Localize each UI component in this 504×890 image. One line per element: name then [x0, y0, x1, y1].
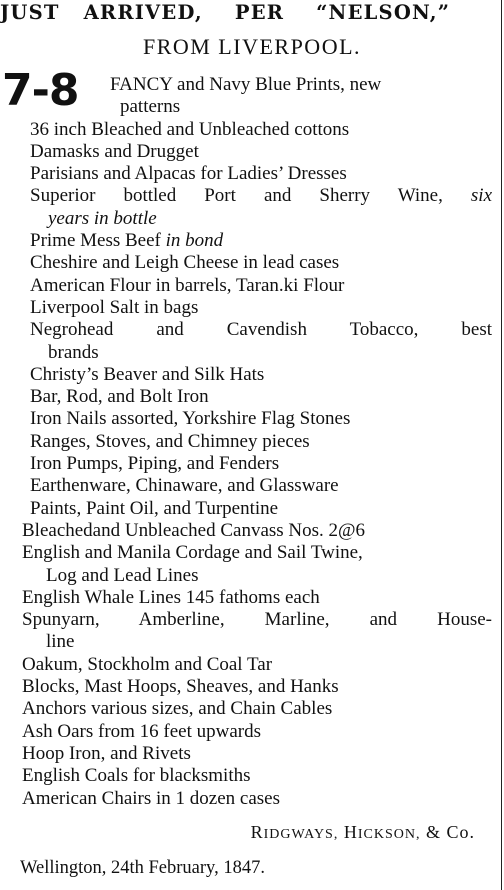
lot-number: 7-8: [2, 65, 79, 116]
list-item: [0, 119, 498, 141]
item-line: [30, 230, 498, 252]
item-continuation: line: [46, 631, 75, 653]
list-item: [0, 74, 498, 119]
item-line: [110, 74, 498, 96]
list-item: [0, 141, 498, 163]
item-line: [22, 654, 498, 676]
item-italic-text: six: [470, 185, 492, 207]
item-line: [30, 386, 498, 408]
item-text: American Flour in barrels, Taran.ki Flour: [30, 274, 345, 296]
item-line: [22, 721, 498, 743]
item-text: Cheshire and Leigh Cheese in lead cases: [30, 252, 340, 274]
item-text: Bar, Rod, and Bolt Iron: [30, 386, 209, 408]
list-item: [0, 765, 498, 787]
item-text: Oakum, Stockholm and Coal Tar: [22, 653, 273, 675]
item-text: Prime Mess Beef: [30, 230, 161, 252]
item-line: [30, 431, 498, 453]
item-text: Iron Nails assorted, Yorkshire Flag Stones: [30, 408, 351, 430]
list-item: [0, 609, 498, 654]
headline: [0, 0, 500, 26]
item-line: [22, 698, 498, 720]
sig-tail: & Co.: [425, 822, 475, 842]
list-item: [0, 498, 498, 520]
item-line: [22, 609, 498, 631]
item-line: [30, 297, 498, 319]
item-text: Spunyarn, Amberline, Marline, and House-: [22, 609, 492, 631]
headline-word: ARRIVED,: [83, 1, 203, 24]
item-text: English and Manila Cordage and Sail Twine,: [22, 542, 363, 564]
item-line: [22, 587, 498, 609]
list-item: [0, 676, 498, 698]
item-continuation: years in bottle: [48, 207, 157, 229]
item-line: [30, 252, 498, 274]
item-text: Bleachedand Unbleached Canvass Nos. 2@6: [22, 519, 366, 541]
list-item: [0, 319, 498, 364]
item-text: English Whale Lines 145 fathoms each: [22, 586, 320, 608]
item-text: Anchors various sizes, and Chain Cables: [22, 698, 333, 720]
item-line: [22, 743, 498, 765]
item-line: [22, 676, 498, 698]
headline-word: PER: [234, 1, 285, 24]
item-text: Liverpool Salt in bags: [30, 296, 199, 318]
list-item: [0, 453, 498, 475]
sig-smallcaps: IDGWAYS,: [263, 827, 339, 842]
item-list: [0, 74, 498, 810]
item-line: [30, 119, 498, 141]
item-line: [22, 542, 498, 564]
item-text: Negrohead and Cavendish Tobacco, best: [30, 319, 492, 341]
item-text: Paints, Paint Oil, and Turpentine: [30, 497, 279, 519]
list-item: [0, 275, 498, 297]
item-line: [30, 319, 498, 341]
item-text: American Chairs in 1 dozen cases: [22, 787, 280, 809]
item-text: Parisians and Alpacas for Ladies’ Dresses: [30, 163, 347, 185]
item-line: [30, 163, 498, 185]
list-item: [0, 297, 498, 319]
sig-initial: H: [343, 822, 358, 842]
item-line: [22, 765, 498, 787]
item-text: Hoop Iron, and Rivets: [22, 742, 191, 764]
item-line: [30, 275, 498, 297]
list-item: [0, 520, 498, 542]
item-continuation: patterns: [120, 96, 181, 118]
item-italic-text: in bond: [165, 230, 224, 252]
item-text: Damasks and Drugget: [30, 140, 199, 162]
dateline: Wellington, 24th February, 1847.: [20, 858, 265, 878]
list-item: [0, 743, 498, 765]
headline-word: JUST: [0, 1, 60, 24]
list-item: [0, 364, 498, 386]
item-text: Earthenware, Chinaware, and Glassware: [30, 475, 339, 497]
item-line: [30, 364, 498, 386]
list-item: [0, 431, 498, 453]
list-item: [0, 185, 498, 230]
item-line: [30, 185, 498, 207]
merchant-signature: [0, 822, 475, 843]
subheadline: FROM LIVERPOOL.: [142, 34, 362, 59]
list-item: [0, 698, 498, 720]
list-item: [0, 408, 498, 430]
item-text: Christy’s Beaver and Silk Hats: [30, 363, 265, 385]
item-line: [22, 520, 498, 542]
item-text: Iron Pumps, Piping, and Fenders: [30, 453, 280, 475]
column-rule: [501, 0, 502, 890]
headline-word: “NELSON,”: [316, 1, 451, 24]
item-line: [30, 475, 498, 497]
list-item: [0, 475, 498, 497]
list-item: [0, 252, 498, 274]
item-continuation: brands: [48, 341, 99, 363]
item-line: [30, 141, 498, 163]
list-item: [0, 721, 498, 743]
item-text: Ranges, Stoves, and Chimney pieces: [30, 430, 310, 452]
sig-initial: R: [250, 822, 264, 842]
list-item: [0, 163, 498, 185]
item-line: [30, 453, 498, 475]
item-text: Ash Oars from 16 feet upwards: [22, 720, 262, 742]
item-line: [22, 788, 498, 810]
list-item: [0, 386, 498, 408]
list-item: [0, 230, 498, 252]
item-continuation: Log and Lead Lines: [46, 564, 199, 586]
item-text: 36 inch Bleached and Unbleached cottons: [30, 118, 350, 140]
item-text: Blocks, Mast Hoops, Sheaves, and Hanks: [22, 676, 339, 698]
item-line: [30, 498, 498, 520]
list-item: [0, 587, 498, 609]
sig-smallcaps: ICKSON,: [357, 827, 421, 842]
item-text: Superior bottled Port and Sherry Wine,: [30, 185, 443, 207]
item-line: [30, 408, 498, 430]
list-item: [0, 654, 498, 676]
item-text: English Coals for blacksmiths: [22, 765, 251, 787]
item-text: FANCY and Navy Blue Prints, new: [110, 74, 382, 95]
list-item: [0, 542, 498, 587]
list-item: [0, 788, 498, 810]
